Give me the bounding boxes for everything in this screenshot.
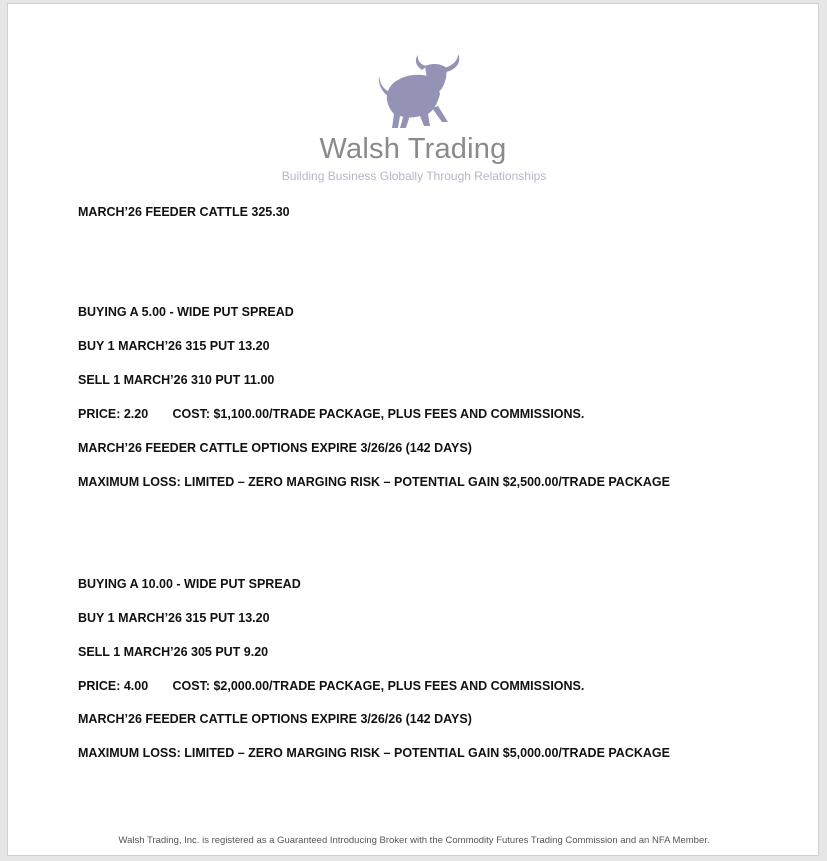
spread-2-expiry: MARCH’26 FEEDER CATTLE OPTIONS EXPIRE 3/26/26 (142 DAYS) — [78, 712, 472, 726]
spread-2-price-cost: PRICE: 4.00 COST: $2,000.00/TRADE PACKAGE, PLUS FEES AND COMMISSIONS. — [78, 679, 585, 693]
headline-quote: MARCH’26 FEEDER CATTLE 325.30 — [78, 205, 290, 219]
spread-2-title: BUYING A 10.00 - WIDE PUT SPREAD — [78, 577, 301, 591]
spread-2-risk: MAXIMUM LOSS: LIMITED – ZERO MARGING RISK – POTENTIAL GAIN $5,000.00/TRADE PACKAGE — [78, 746, 670, 760]
spread-1-expiry: MARCH’26 FEEDER CATTLE OPTIONS EXPIRE 3/26/26 (142 DAYS) — [78, 441, 472, 455]
spread-2-sell-leg: SELL 1 MARCH’26 305 PUT 9.20 — [78, 645, 269, 659]
regulatory-footer: Walsh Trading, Inc. is registered as a Guaranteed Introducing Broker with the Commodity Futures Trading Commission and an NFA Member. — [118, 835, 710, 846]
spread-2-buy-leg: BUY 1 MARCH’26 315 PUT 13.20 — [78, 611, 270, 625]
spread-1-sell-leg: SELL 1 MARCH’26 310 PUT 11.00 — [78, 373, 275, 387]
document-page — [7, 3, 819, 856]
company-name: Walsh Trading — [319, 133, 507, 165]
spread-1-buy-leg: BUY 1 MARCH’26 315 PUT 13.20 — [78, 339, 270, 353]
bull-icon — [370, 52, 470, 132]
spread-1-risk: MAXIMUM LOSS: LIMITED – ZERO MARGING RISK – POTENTIAL GAIN $2,500.00/TRADE PACKAGE — [78, 475, 670, 489]
spread-1-title: BUYING A 5.00 - WIDE PUT SPREAD — [78, 305, 294, 319]
spread-1-price-cost: PRICE: 2.20 COST: $1,100.00/TRADE PACKAGE, PLUS FEES AND COMMISSIONS. — [78, 407, 585, 421]
company-tagline: Building Business Globally Through Relationships — [281, 169, 547, 183]
